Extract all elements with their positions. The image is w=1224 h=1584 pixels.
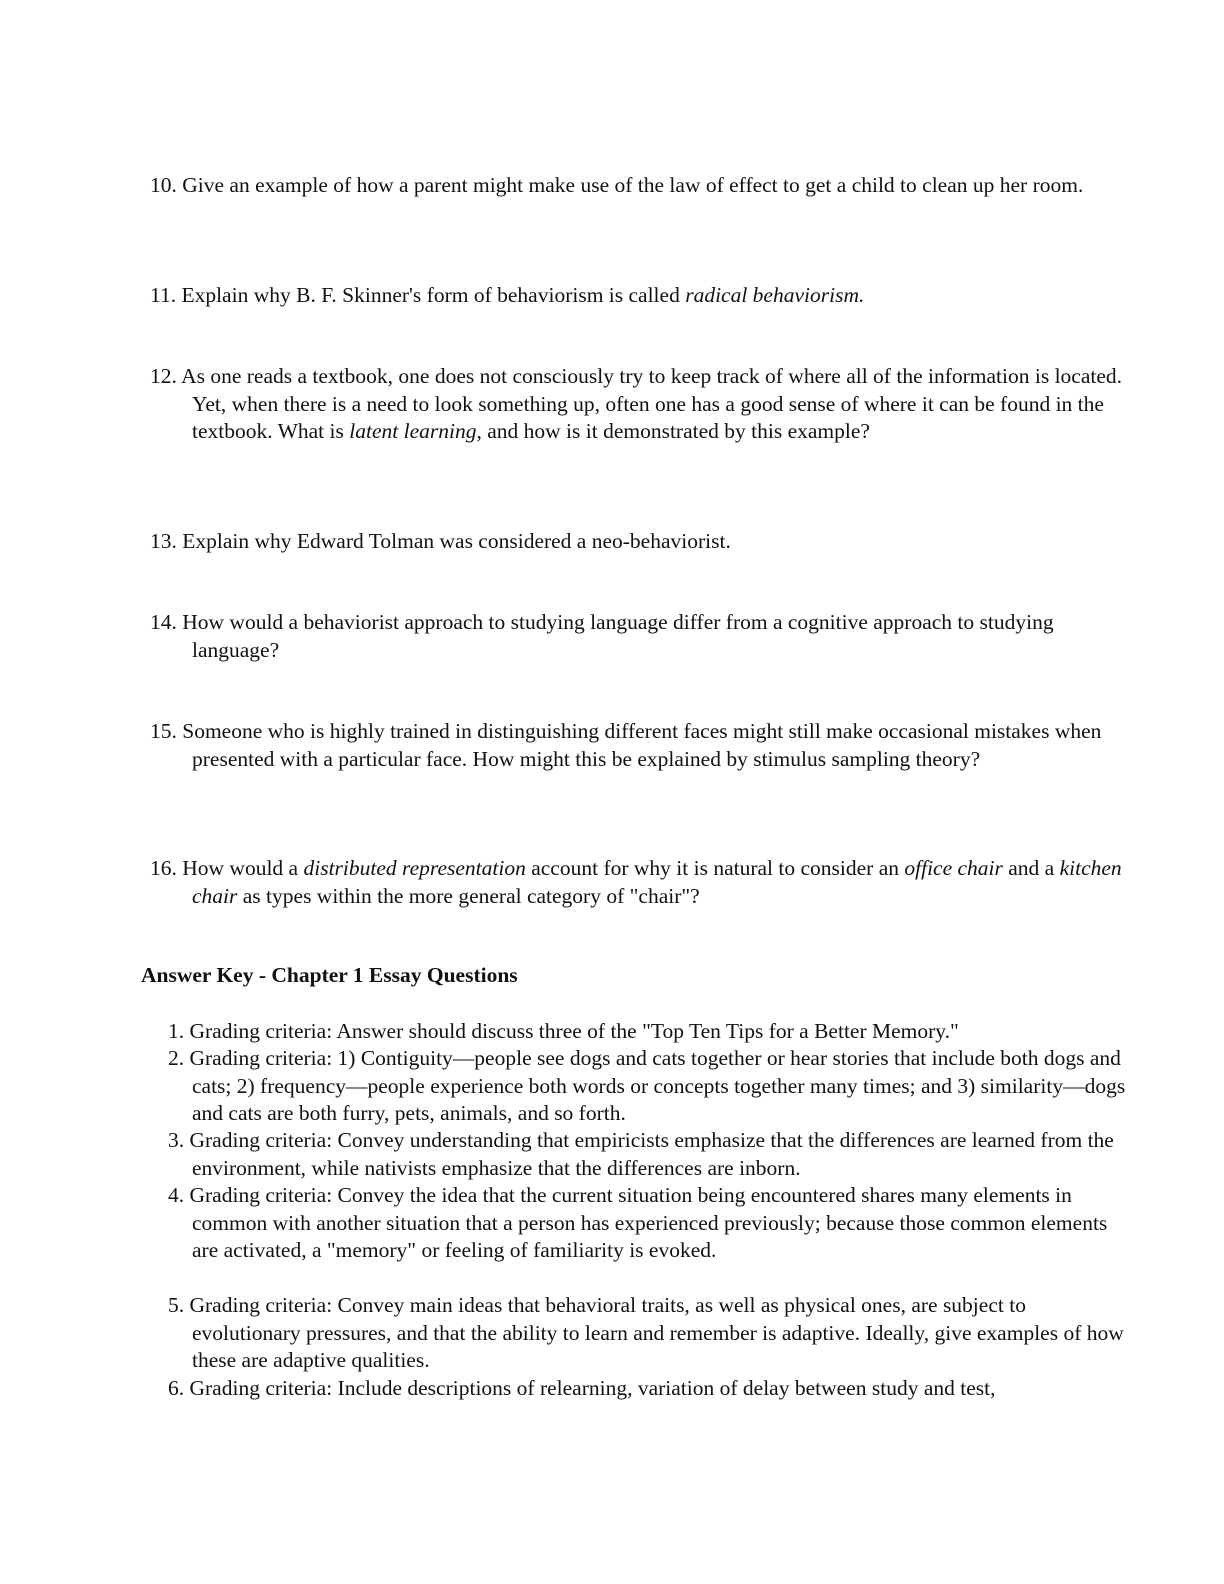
question-term: office chair: [904, 856, 1003, 880]
question-text: As one reads a textbook, one does not consciously try to keep track of where all of the information is located. Yet, when there is a need to look something up, often one has a good sense of where it can be found in the textbook. What is: [181, 364, 1123, 443]
answer-text: Grading criteria: Answer should discuss three of the "Top Ten Tips for a Better Memory.": [189, 1019, 959, 1043]
question-16: [150, 855, 1127, 910]
question-term: kitchen chair: [192, 856, 1122, 908]
answer-text: Grading criteria: 1) Contiguity—people see dogs and cats together or hear stories that include both dogs and cats; 2) frequency—people experience both words or concepts together many times; and 3) similarity—dogs and cats are both furry, pets, animals, and so forth.: [189, 1046, 1126, 1125]
question-text: and a: [1002, 856, 1060, 880]
answer-key-heading: Answer Key - Chapter 1 Essay Questions: [141, 963, 518, 987]
answer-number: 2.: [168, 1046, 185, 1070]
question-text: as types within the more general category of "chair"?: [237, 883, 700, 908]
answer-number: 4.: [168, 1183, 185, 1207]
question-text: Give an example of how a parent might make use of the law of effect to get a child to clean up her room.: [182, 173, 1084, 197]
answer-text: Grading criteria: Convey understanding that empiricists emphasize that the differences are learned from the environment, while nativists emphasize that the differences are inborn.: [189, 1128, 1114, 1180]
question-text: Explain why Edward Tolman was considered a neo-behaviorist.: [182, 529, 731, 553]
question-text: How would a behaviorist approach to studying language differ from a cognitive approach to studying language?: [182, 610, 1054, 662]
answer-number: 1.: [168, 1019, 185, 1043]
question-text: and how is it demonstrated by this example?: [481, 419, 870, 443]
answer-number: 6.: [168, 1376, 185, 1400]
question-12: [150, 363, 1127, 446]
answer-number: 3.: [168, 1128, 185, 1152]
question-text: Someone who is highly trained in distinguishing different faces might still make occasional mistakes when presented with a particular face. How might this be explained by stimulus sampling theory?: [182, 719, 1102, 771]
question-term: radical behaviorism.: [685, 283, 865, 307]
answer-item-4: [150, 1182, 1127, 1265]
question-number: 14.: [150, 610, 177, 634]
question-15: [150, 718, 1127, 773]
answer-item-5: [150, 1292, 1127, 1375]
question-13: [150, 528, 1127, 556]
question-number: 10.: [150, 173, 177, 197]
question-text: account for why it is natural to consider an: [525, 856, 905, 880]
question-14: [150, 609, 1127, 664]
answer-text: Grading criteria: Convey main ideas that behavioral traits, as well as physical ones, are subject to evolutionary pressures, and that the ability to learn and remember is adaptive. Ideally, give examples of how these are adaptive qualities.: [189, 1293, 1124, 1372]
answer-text: Grading criteria: Convey the idea that the current situation being encountered shares many elements in common with another situation that a person has experienced previously; because those common elements are activated, a "memory" or feeling of familiarity is evoked.: [189, 1183, 1108, 1262]
question-term: distributed representation: [303, 856, 526, 880]
question-number: 11.: [150, 283, 177, 307]
question-number: 12.: [150, 364, 177, 388]
question-text: Explain why B. F. Skinner's form of behaviorism is called: [181, 283, 686, 307]
answer-number: 5.: [168, 1293, 185, 1317]
question-text: How would a: [182, 856, 304, 880]
question-term: latent learning,: [349, 419, 482, 443]
answer-item-3: [150, 1127, 1127, 1182]
question-number: 16.: [150, 856, 177, 880]
question-11: [150, 282, 1127, 310]
answer-item-1: [150, 1018, 1127, 1046]
answer-item-6: [150, 1375, 1127, 1403]
answer-text: Grading criteria: Include descriptions of relearning, variation of delay between study and test,: [189, 1376, 996, 1400]
question-number: 13.: [150, 529, 177, 553]
answer-item-2: [150, 1045, 1127, 1128]
question-number: 15.: [150, 719, 177, 743]
question-10: [150, 172, 1127, 200]
